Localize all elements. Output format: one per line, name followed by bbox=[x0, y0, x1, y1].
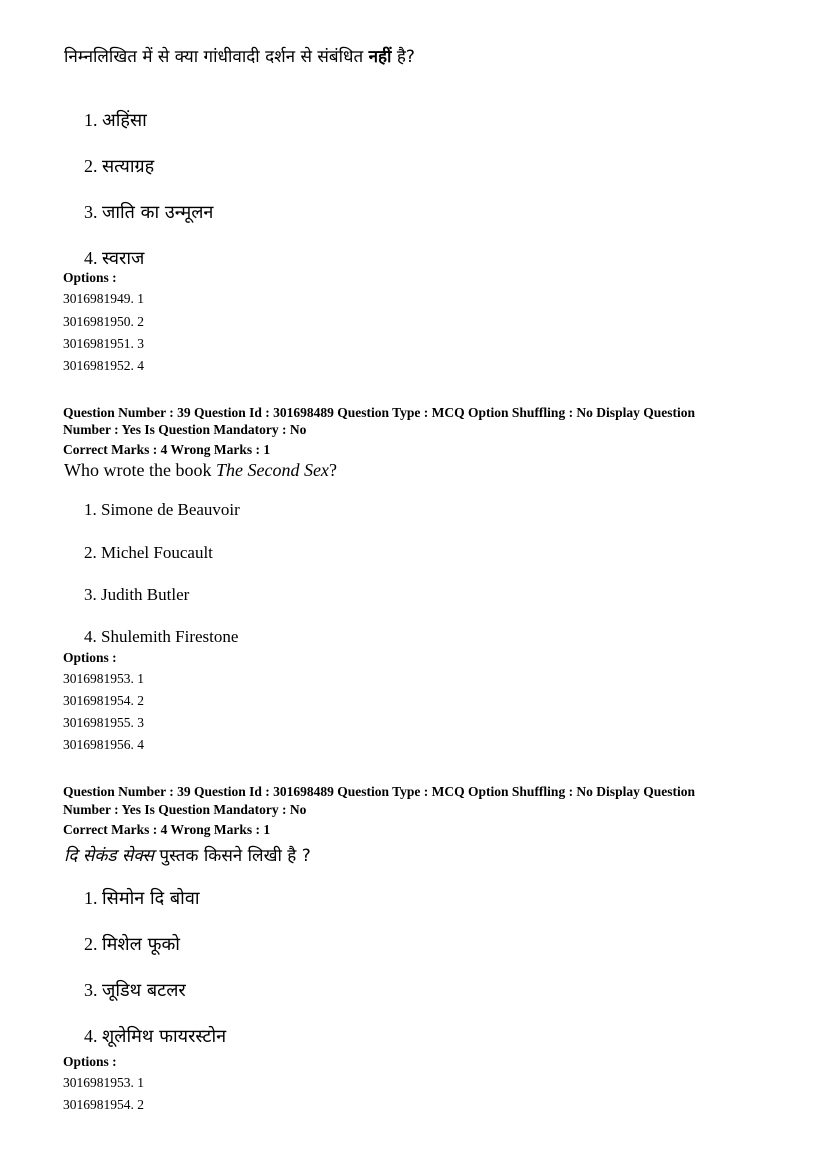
option-code: 3016981955. 3 bbox=[63, 715, 144, 730]
question-3-options-label: Options : bbox=[63, 1054, 117, 1069]
question-1-option-2 bbox=[84, 154, 154, 178]
option-code: 3016981953. 1 bbox=[63, 1075, 144, 1090]
question-1-option-3 bbox=[84, 200, 213, 224]
option-text: स्वराज bbox=[102, 248, 145, 269]
question-2-text-end: ? bbox=[328, 460, 337, 480]
option-code: 3016981953. 1 bbox=[63, 671, 144, 686]
question-2-options-label: Options : bbox=[63, 650, 117, 665]
option-number: 1. bbox=[84, 888, 98, 908]
option-number: 3. bbox=[84, 202, 98, 222]
question-1-option-4 bbox=[84, 246, 144, 270]
question-1-text bbox=[64, 44, 415, 67]
question-3-option-3 bbox=[84, 978, 186, 1002]
question-3-option-1 bbox=[84, 886, 200, 910]
option-text: जूडिथ बटलर bbox=[102, 980, 186, 1001]
question-3-meta-line-1: Question Number : 39 Question Id : 301698489 Question Type : MCQ Option Shuffling : No Display Question bbox=[63, 784, 695, 799]
option-number: 3. bbox=[84, 980, 98, 1000]
book-title: दि सेकंड सेक्स bbox=[64, 846, 155, 866]
question-1-text-bold: नहीं bbox=[368, 47, 392, 67]
option-text: मिशेल फूको bbox=[102, 934, 180, 955]
option-number: 3. bbox=[84, 585, 97, 604]
book-title: The Second Sex bbox=[215, 460, 329, 480]
option-text: सत्याग्रह bbox=[102, 156, 155, 177]
question-2-meta-line-3: Correct Marks : 4 Wrong Marks : 1 bbox=[63, 442, 271, 457]
option-number: 4. bbox=[84, 1026, 98, 1046]
question-3-option-4 bbox=[84, 1024, 226, 1048]
question-1-text-end: है? bbox=[391, 47, 415, 67]
option-text: सिमोन दि बोवा bbox=[102, 888, 200, 909]
option-text: जाति का उन्मूलन bbox=[102, 202, 214, 223]
question-1-options-label: Options : bbox=[63, 270, 117, 285]
question-3-text-end: पुस्तक किसने लिखी है ? bbox=[154, 846, 311, 866]
question-2-option-2 bbox=[84, 543, 213, 563]
option-text: Michel Foucault bbox=[101, 543, 213, 562]
option-number: 1. bbox=[84, 500, 97, 519]
option-code: 3016981954. 2 bbox=[63, 693, 144, 708]
option-code: 3016981952. 4 bbox=[63, 358, 144, 373]
option-number: 2. bbox=[84, 543, 97, 562]
option-number: 2. bbox=[84, 934, 98, 954]
question-3-option-2 bbox=[84, 932, 180, 956]
option-code: 3016981954. 2 bbox=[63, 1097, 144, 1112]
question-1-option-1 bbox=[84, 108, 147, 132]
option-number: 2. bbox=[84, 156, 98, 176]
option-text: अहिंसा bbox=[102, 110, 147, 131]
option-code: 3016981950. 2 bbox=[63, 314, 144, 329]
question-2-option-1 bbox=[84, 500, 240, 520]
question-3-meta-line-2: Number : Yes Is Question Mandatory : No bbox=[63, 802, 307, 817]
question-2-meta-line-1: Question Number : 39 Question Id : 301698489 Question Type : MCQ Option Shuffling : No Display Question bbox=[63, 405, 695, 420]
option-number: 4. bbox=[84, 627, 97, 646]
option-number: 4. bbox=[84, 248, 98, 268]
question-2-text-part: Who wrote the book bbox=[64, 460, 216, 480]
question-2-meta-line-2: Number : Yes Is Question Mandatory : No bbox=[63, 422, 307, 437]
question-2-option-4 bbox=[84, 627, 238, 647]
question-2-text bbox=[64, 460, 337, 481]
option-text: शूलेमिथ फायरस्टोन bbox=[102, 1026, 227, 1047]
option-text: Simone de Beauvoir bbox=[101, 500, 240, 519]
option-code: 3016981949. 1 bbox=[63, 291, 144, 306]
question-3-meta-line-3: Correct Marks : 4 Wrong Marks : 1 bbox=[63, 822, 271, 837]
question-1-text-part: निम्नलिखित में से क्या गांधीवादी दर्शन से संबंधित bbox=[64, 47, 369, 67]
question-3-text bbox=[64, 843, 311, 866]
question-2-option-3 bbox=[84, 585, 189, 605]
option-text: Shulemith Firestone bbox=[101, 627, 239, 646]
option-number: 1. bbox=[84, 110, 98, 130]
option-text: Judith Butler bbox=[101, 585, 190, 604]
option-code: 3016981951. 3 bbox=[63, 336, 144, 351]
option-code: 3016981956. 4 bbox=[63, 737, 144, 752]
